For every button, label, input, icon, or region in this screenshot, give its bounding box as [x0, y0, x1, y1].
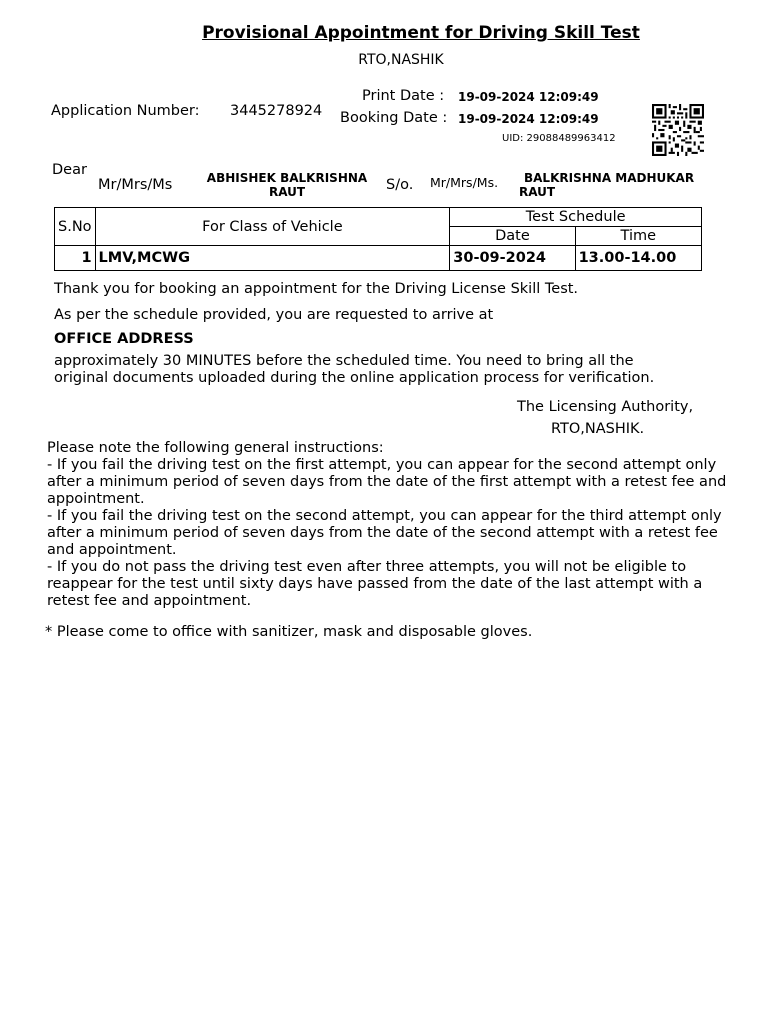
- parent-name-line1: BALKRISHNA MADHUKAR: [524, 171, 695, 185]
- application-number-label: Application Number:: [51, 103, 200, 119]
- table-row: [55, 246, 702, 271]
- instructions-block: [47, 440, 737, 610]
- schedule-table: [54, 207, 702, 271]
- parent-salutation-text: Mr/Mrs/Ms.: [430, 175, 499, 190]
- class-header: For Class of Vehicle: [95, 208, 450, 246]
- time-header: Time: [575, 227, 701, 246]
- row-sno: 1: [55, 246, 96, 271]
- parent-name: [519, 171, 719, 199]
- booking-date-value: 19-09-2024 12:09:49: [458, 112, 599, 126]
- parent-name-line2: RAUT: [519, 185, 556, 199]
- print-date-label: Print Date :: [362, 88, 445, 104]
- applicant-name: [197, 171, 377, 199]
- approx-line2: original documents uploaded during the online application process for verification.: [54, 370, 655, 386]
- application-number-value: 3445278924: [230, 103, 323, 119]
- print-date-value: 19-09-2024 12:09:49: [458, 90, 599, 104]
- sno-header: S.No: [55, 208, 96, 246]
- relation-text: S/o.: [386, 177, 414, 193]
- row-class: LMV,MCWG: [95, 246, 450, 271]
- salutation-text: Mr/Mrs/Ms: [98, 177, 173, 193]
- row-time: 13.00-14.00: [575, 246, 701, 271]
- instruction-item: - If you fail the driving test on the first attempt, you can appear for the second attempt only after a minimum period of seven days from the date of the first attempt with a retest fee and appointment.: [47, 457, 727, 507]
- date-header: Date: [450, 227, 575, 246]
- instruction-item: - If you do not pass the driving test even after three attempts, you will not be eligible to reappear for the test until sixty days have passed from the date of the last attempt with a retest fee and appointment.: [47, 559, 703, 609]
- instructions-heading: Please note the following general instructions:: [47, 440, 384, 456]
- dear-text: Dear: [52, 162, 87, 178]
- booking-date-label: Booking Date :: [340, 110, 448, 126]
- authority-line2: RTO,NASHIK.: [551, 421, 645, 437]
- row-date: 30-09-2024: [450, 246, 575, 271]
- qr-code-icon: [651, 104, 705, 156]
- page-title: Provisional Appointment for Driving Skill Test: [202, 23, 640, 43]
- applicant-name-line1: ABHISHEK BALKRISHNA: [206, 171, 368, 185]
- thanks-text: Thank you for booking an appointment for the Driving License Skill Test.: [54, 281, 579, 297]
- instruction-item: - If you fail the driving test on the second attempt, you can appear for the third attempt only after a minimum period of seven days from the date of the second attempt with a retest fee and appointment.: [47, 508, 722, 558]
- approx-line1: approximately 30 MINUTES before the scheduled time. You need to bring all the: [54, 353, 634, 369]
- office-name: RTO,NASHIK: [358, 52, 444, 68]
- uid-text: UID: 29088489963412: [502, 133, 616, 144]
- authority-line1: The Licensing Authority,: [517, 399, 694, 415]
- schedule-header: Test Schedule: [450, 208, 702, 227]
- safety-note: * Please come to office with sanitizer, mask and disposable gloves.: [45, 624, 533, 640]
- office-address: OFFICE ADDRESS: [54, 331, 194, 347]
- arrive-text: As per the schedule provided, you are requested to arrive at: [54, 307, 494, 323]
- applicant-name-line2: RAUT: [268, 185, 306, 199]
